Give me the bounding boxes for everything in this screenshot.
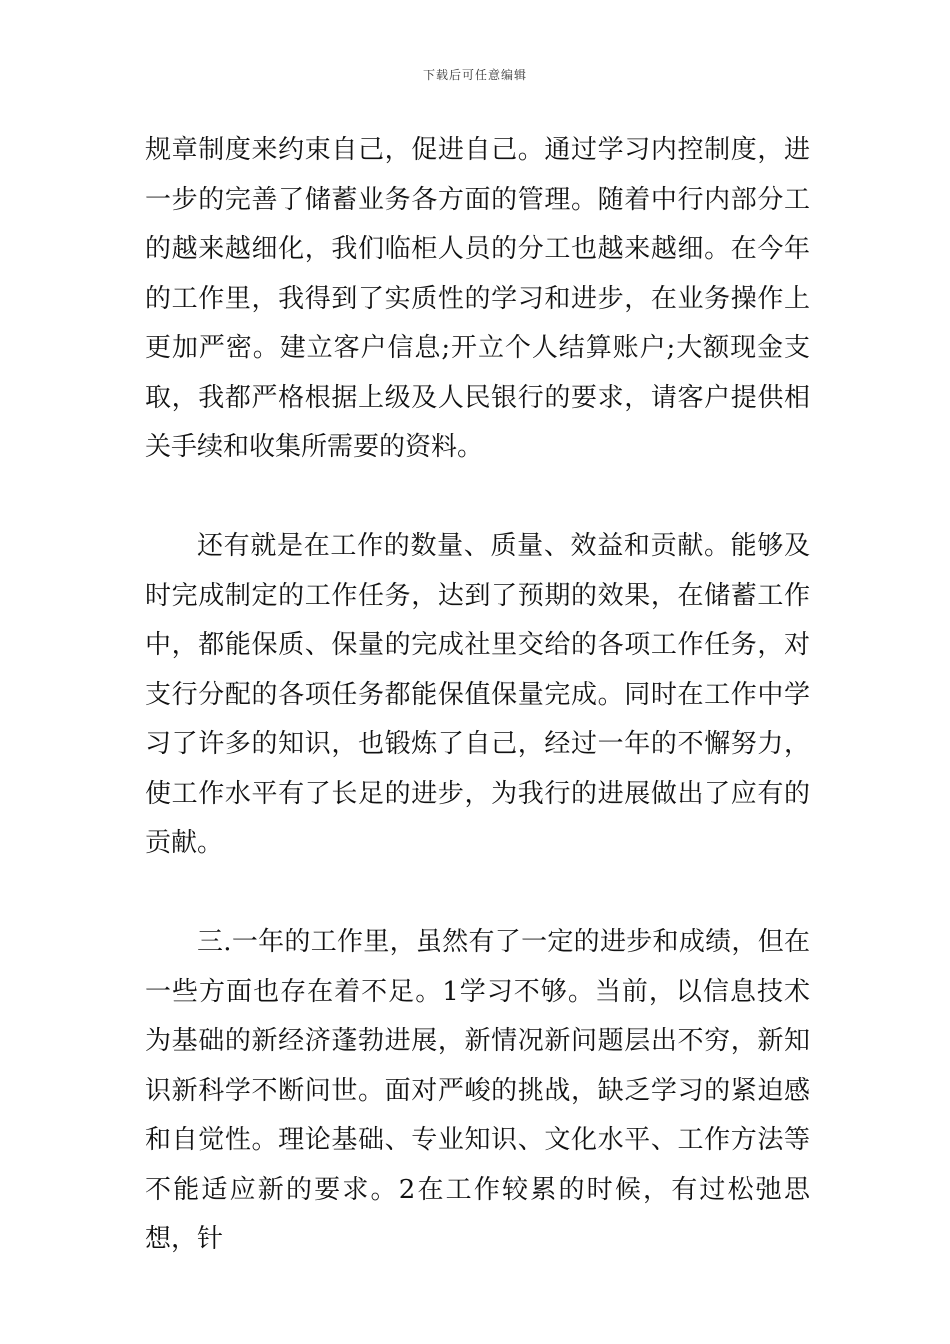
paragraph-1: 规章制度来约束自己，促进自己。通过学习内控制度，进一步的完善了储蓄业务各方面的管理。随着中行内部分工的越来越细化，我们临柜人员的分工也越来越细。在今年的工作里，我得到了实质性的学习和进步，在业务操作上更加严密。建立客户信息;开立个人结算账户;大额现金支取，我都严格根据上级及人民银行的要求，请客户提供相关手续和收集所需要的资料。 bbox=[145, 135, 810, 462]
page-header: 下载后可任意编辑 bbox=[422, 68, 527, 82]
paragraph-2: 还有就是在工作的数量、质量、效益和贡献。能够及时完成制定的工作任务，达到了预期的效果，在储蓄工作中，都能保质、保量的完成社里交给的各项工作任务，对支行分配的各项任务都能保值保量完成。同时在工作中学习了许多的知识，也锻炼了自己，经过一年的不懈努力，使工作水平有了长足的进步，为我行的进展做出了应有的贡献。 bbox=[145, 531, 810, 858]
paragraph-3: 三.一年的工作里，虽然有了一定的进步和成绩，但在一些方面也存在着不足。1学习不够。当前，以信息技术为基础的新经济蓬勃进展，新情况新问题层出不穷，新知识新科学不断问世。面对严峻的挑战，缺乏学习的紧迫感和自觉性。理论基础、专业知识、文化水平、工作方法等不能适应新的要求。2在工作较累的时候，有过松弛思想，针 bbox=[145, 927, 810, 1254]
